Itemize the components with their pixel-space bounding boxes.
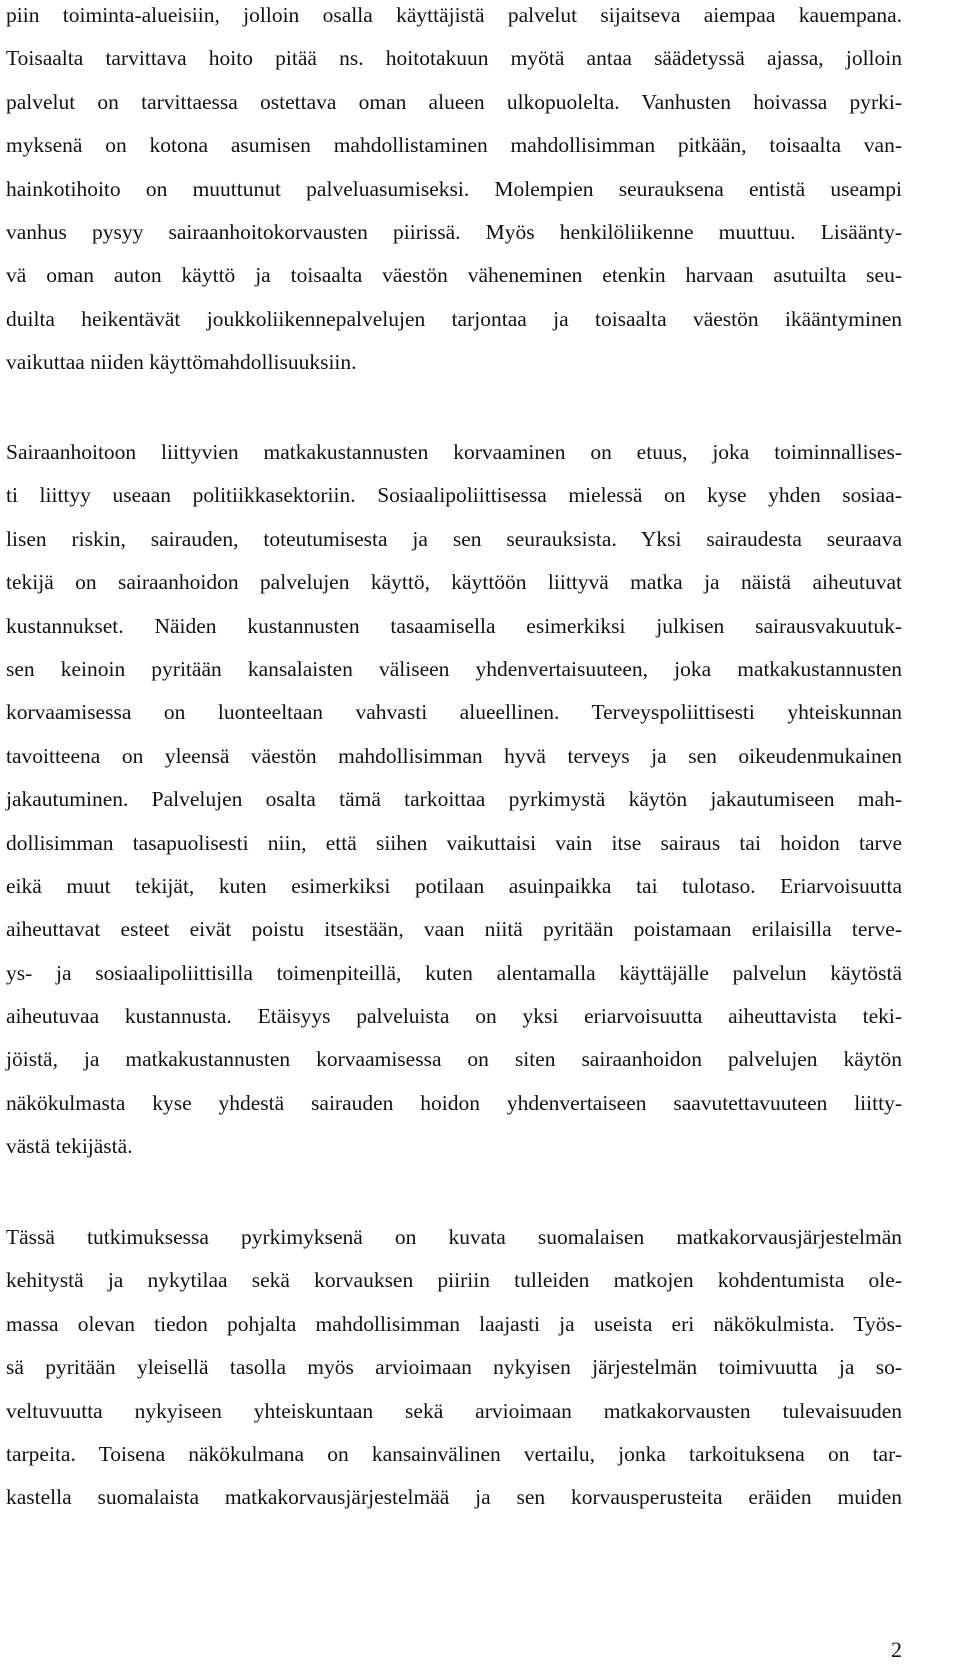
text-line: aiheutuvaa kustannusta. Etäisyys palveluista on yksi eriarvoisuutta aiheuttavista teki- — [6, 1004, 902, 1029]
text-line: sä pyritään yleisellä tasolla myös arvioimaan nykyisen järjestelmän toimivuutta ja so- — [6, 1355, 902, 1380]
text-line: jakautuminen. Palvelujen osalta tämä tarkoittaa pyrkimystä käytön jakautumiseen mah- — [6, 787, 902, 812]
paragraph-3 — [6, 1216, 902, 1520]
text-line: piin toiminta-alueisiin, jolloin osalla käyttäjistä palvelut sijaitseva aiempaa kauempana. — [6, 3, 902, 27]
text-line: duilta heikentävät joukkoliikennepalvelujen tarjontaa ja toisaalta väestön ikääntyminen — [6, 306, 902, 331]
page-number: 2 — [891, 1637, 902, 1662]
text-line: massa olevan tiedon pohjalta mahdollisimman laajasti ja useista eri näkökulmista. Työs- — [6, 1311, 902, 1336]
text-line: vaikuttaa niiden käyttömahdollisuuksiin. — [6, 350, 357, 375]
text-line: aiheuttavat esteet eivät poistu itsestään, vaan niitä pyritään poistamaan erilaisilla terve- — [6, 917, 902, 942]
text-line: veltuvuutta nykyiseen yhteiskuntaan sekä arvioimaan matkakorvausten tulevaisuuden — [6, 1398, 902, 1423]
text-line: tekijä on sairaanhoidon palvelujen käyttö, käyttöön liittyvä matka ja näistä aiheutuvat — [6, 570, 902, 595]
text-line: dollisimman tasapuolisesti niin, että siihen vaikuttaisi vain itse sairaus tai hoidon tarve — [6, 830, 902, 855]
text-line: sen keinoin pyritään kansalaisten väliseen yhdenvertaisuuteen, joka matkakustannusten — [6, 656, 902, 681]
text-line: lisen riskin, sairauden, toteutumisesta ja sen seurauksista. Yksi sairaudesta seuraava — [6, 526, 902, 551]
paragraph-1 — [6, 0, 902, 385]
text-line: hainkotihoito on muuttunut palveluasumiseksi. Molempien seurauksena entistä useampi — [6, 176, 902, 201]
text-line: västä tekijästä. — [6, 1134, 133, 1159]
text-line: vanhus pysyy sairaanhoitokorvausten piirissä. Myös henkilöliikenne muuttuu. Lisäänty- — [6, 219, 902, 244]
text-line: ys- ja sosiaalipoliittisilla toimenpiteillä, kuten alentamalla käyttäjälle palvelun käytöstä — [6, 960, 902, 985]
text-line: kustannukset. Näiden kustannusten tasaamisella esimerkiksi julkisen sairausvakuutuk- — [6, 613, 902, 638]
text-line: vä oman auton käyttö ja toisaalta väestön väheneminen etenkin harvaan asutuilta seu- — [6, 263, 902, 288]
text-line: näkökulmasta kyse yhdestä sairauden hoidon yhdenvertaiseen saavutettavuuteen liitty- — [6, 1090, 902, 1115]
text-line: Sairaanhoitoon liittyvien matkakustannusten korvaaminen on etuus, joka toiminnallises- — [6, 440, 902, 464]
text-line: eikä muut tekijät, kuten esimerkiksi potilaan asuinpaikka tai tulotaso. Eriarvoisuutta — [6, 873, 902, 898]
text-line: kastella suomalaista matkakorvausjärjestelmää ja sen korvausperusteita eräiden muiden — [6, 1485, 902, 1510]
text-line: korvaamisessa on luonteeltaan vahvasti alueellinen. Terveyspoliittisesti yhteiskunnan — [6, 700, 902, 725]
text-line: myksenä on kotona asumisen mahdollistaminen mahdollisimman pitkään, toisaalta van- — [6, 133, 902, 158]
text-line: kehitystä ja nykytilaa sekä korvauksen piiriin tulleiden matkojen kohdentumista ole- — [6, 1268, 902, 1293]
text-line: jöistä, ja matkakustannusten korvaamisessa on siten sairaanhoidon palvelujen käytön — [6, 1047, 902, 1072]
text-line: palvelut on tarvittaessa ostettava oman alueen ulkopuolelta. Vanhusten hoivassa pyrki- — [6, 89, 902, 114]
text-line: Toisaalta tarvittava hoito pitää ns. hoitotakuun myötä antaa säädetyssä ajassa, jolloin — [6, 46, 902, 71]
text-line: tavoitteena on yleensä väestön mahdollisimman hyvä terveys ja sen oikeudenmukainen — [6, 743, 902, 768]
text-line: ti liittyy useaan politiikkasektoriin. Sosiaalipoliittisessa mielessä on kyse yhden sosiaa- — [6, 483, 902, 508]
text-line: Tässä tutkimuksessa pyrkimyksenä on kuvata suomalaisen matkakorvausjärjestelmän — [6, 1225, 902, 1249]
paragraph-2 — [6, 431, 902, 1169]
text-line: tarpeita. Toisena näkökulmana on kansainvälinen vertailu, jonka tarkoituksena on tar- — [6, 1441, 902, 1466]
